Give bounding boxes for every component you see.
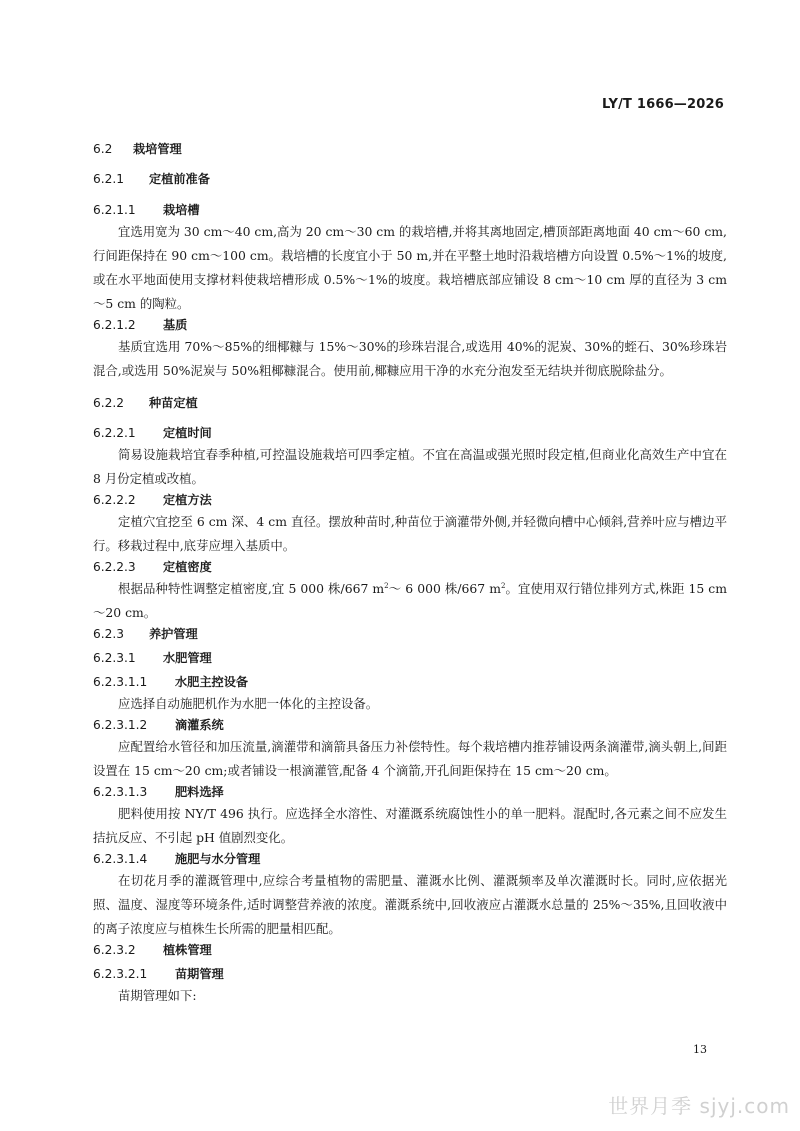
paragraph-fertilizer-selection: 肥料使用按 NY/T 496 执行。应选择全水溶性、对灌溉系统腐蚀性小的单一肥料。混配时,各元素之间不应发生拮抗反应、不引起 pH 值剧烈变化。 xyxy=(93,806,727,845)
paragraph-fertilization-water: 在切花月季的灌溉管理中,应综合考量植物的需肥量、灌溉水比例、灌溉频率及单次灌溉时长。同时,应依据光照、温度、湿度等环境条件,适时调整营养液的浓度。灌溉系统中,回收液应占灌溉水总量的 25%～35%,且回收液中的离子浓度应与植株生长所需的肥量相匹配。 xyxy=(93,873,727,936)
heading-6-2-3-2-1 xyxy=(93,965,727,982)
heading-6-2-3-1-2 xyxy=(93,716,727,733)
heading-6-2-2-2 xyxy=(93,491,727,508)
heading-6-2-3 xyxy=(93,625,727,642)
heading-title: 种苗定植 xyxy=(149,396,198,410)
heading-number: 6.2.3.2.1 xyxy=(93,967,148,981)
heading-6-2-2 xyxy=(93,394,727,411)
standard-code: LY/T 1666—2026 xyxy=(602,97,724,112)
heading-number: 6.2.3.2 xyxy=(93,943,136,957)
heading-number: 6.2.3.1.4 xyxy=(93,852,148,866)
heading-title: 植株管理 xyxy=(163,943,212,957)
paragraph-substrate: 基质宜选用 70%～85%的细椰糠与 15%～30%的珍珠岩混合,或选用 40%的泥炭、30%的蛭石、30%珍珠岩混合,或选用 50%泥炭与 50%粗椰糠混合。使用前,椰糠应用干净的水充分泡发至无结块并彻底脱除盐分。 xyxy=(93,339,727,378)
paragraph-planting-method: 定植穴宜挖至 6 cm 深、4 cm 直径。摆放种苗时,种苗位于滴灌带外侧,并轻微向槽中心倾斜,营养叶应与槽边平行。移栽过程中,底芽应埋入基质中。 xyxy=(93,514,727,553)
heading-number: 6.2.2.3 xyxy=(93,560,136,574)
paragraph-planting-time: 简易设施栽培宜春季种植,可控温设施栽培可四季定植。不宜在高温或强光照时段定植,但商业化高效生产中宜在 8 月份定植或改植。 xyxy=(93,447,727,486)
heading-title: 栽培管理 xyxy=(133,142,182,156)
heading-6-2-3-1-3 xyxy=(93,783,727,800)
heading-6-2-3-1 xyxy=(93,649,727,666)
heading-title: 滴灌系统 xyxy=(175,718,224,732)
heading-number: 6.2.1 xyxy=(93,172,125,186)
density-text-a: 根据品种特性调整定植密度,宜 5 000 株/667 m xyxy=(118,581,385,596)
watermark: 世界月季 sjyj.com xyxy=(608,1094,790,1118)
heading-6-2 xyxy=(93,140,727,157)
heading-6-2-2-3 xyxy=(93,558,727,575)
paragraph-cultivation-trough: 宜选用宽为 30 cm～40 cm,高为 20 cm～30 cm 的栽培槽,并将其离地固定,槽顶部距离地面 40 cm～60 cm,行间距保持在 90 cm～100 cm。栽培槽的长度宜小于 50 m,并在平整土地时沿栽培槽方向设置 0.5%～1%的坡度,或在水平地面使用支撑材料使栽培槽形成 0.5%～1%的坡度。栽培槽底部应铺设 8 cm～10 cm 厚的直径为 3 cm～5 cm 的陶粒。 xyxy=(93,224,727,311)
heading-title: 苗期管理 xyxy=(175,967,224,981)
superscript: 2 xyxy=(384,582,389,590)
heading-number: 6.2.2 xyxy=(93,396,125,410)
paragraph-seedling-management: 苗期管理如下: xyxy=(118,988,197,1003)
heading-title: 水肥主控设备 xyxy=(175,675,249,689)
heading-number: 6.2.2.2 xyxy=(93,493,136,507)
heading-number: 6.2.3.1.3 xyxy=(93,785,148,799)
density-text-b: ～ 6 000 株/667 m xyxy=(388,581,501,596)
heading-number: 6.2 xyxy=(93,142,113,156)
heading-number: 6.2.2.1 xyxy=(93,426,136,440)
heading-6-2-1 xyxy=(93,170,727,187)
heading-title: 定植前准备 xyxy=(149,172,210,186)
heading-title: 定植方法 xyxy=(163,493,212,507)
heading-number: 6.2.3 xyxy=(93,627,125,641)
heading-title: 基质 xyxy=(163,318,188,332)
heading-number: 6.2.3.1.1 xyxy=(93,675,148,689)
heading-6-2-3-2 xyxy=(93,941,727,958)
heading-number: 6.2.1.2 xyxy=(93,318,136,332)
heading-title: 水肥管理 xyxy=(163,651,212,665)
heading-6-2-2-1 xyxy=(93,424,727,441)
heading-title: 定植密度 xyxy=(163,560,212,574)
page-number: 13 xyxy=(693,1043,707,1056)
heading-number: 6.2.3.1 xyxy=(93,651,136,665)
heading-title: 定植时间 xyxy=(163,426,212,440)
heading-title: 养护管理 xyxy=(149,627,198,641)
page-content xyxy=(93,140,727,1008)
heading-title: 栽培槽 xyxy=(163,203,200,217)
heading-title: 肥料选择 xyxy=(175,785,224,799)
paragraph-planting-density xyxy=(93,577,727,625)
heading-number: 6.2.3.1.2 xyxy=(93,718,148,732)
superscript: 2 xyxy=(500,582,506,590)
paragraph-main-control-equipment: 应选择自动施肥机作为水肥一体化的主控设备。 xyxy=(118,696,379,711)
heading-6-2-1-2 xyxy=(93,316,727,333)
heading-number: 6.2.1.1 xyxy=(93,203,136,217)
heading-6-2-3-1-1 xyxy=(93,673,727,690)
heading-title: 施肥与水分管理 xyxy=(175,852,261,866)
paragraph-drip-irrigation: 应配置给水管径和加压流量,滴灌带和滴箭具备压力补偿特性。每个栽培槽内推荐铺设两条滴灌带,滴头朝上,间距设置在 15 cm～20 cm;或者铺设一根滴灌管,配备 4 个滴箭,开孔间距保持在 15 cm～20 cm。 xyxy=(93,739,727,778)
heading-6-2-3-1-4 xyxy=(93,850,727,867)
heading-6-2-1-1 xyxy=(93,201,727,218)
density-text-c: 。宜使用双行错位排列方式,株距 15 cm～20 cm。 xyxy=(93,581,727,620)
